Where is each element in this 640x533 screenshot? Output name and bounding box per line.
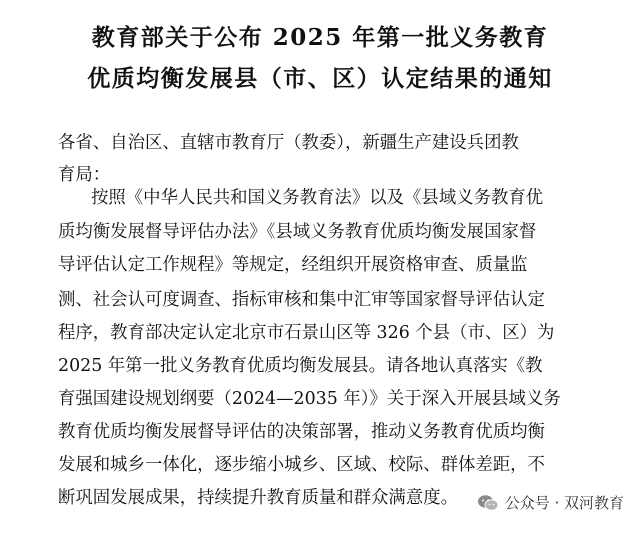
- body-line: 发展和城乡一体化，逐步缩小城乡、区域、校际、群体差距，不: [58, 455, 545, 475]
- body-line: 断巩固发展成果，持续提升教育质量和群众满意度。: [58, 488, 458, 508]
- body-line: 质均衡发展督导评估办法》《县域义务教育优质均衡发展国家督: [58, 222, 537, 242]
- body-line: 2025 年第一批义务教育优质均衡发展县。请各地认真落实《教: [58, 356, 543, 376]
- wechat-icon: [477, 494, 499, 512]
- body-line: 按照《中华人民共和国义务教育法》以及《县域义务教育优: [91, 188, 544, 208]
- body-line: 程序，教育部决定认定北京市石景山区等 326 个县（市、区）为: [58, 323, 555, 343]
- body-line: 育强国建设规划纲要（2024—2035 年）》关于深入开展县域义务: [58, 389, 561, 409]
- body-line: 教育优质均衡发展督导评估的决策部署，推动义务教育优质均衡: [58, 422, 545, 442]
- salutation-line: 各省、自治区、直辖市教育厅（教委），新疆生产建设兵团教: [58, 133, 519, 153]
- salutation-line: 育局：: [58, 165, 111, 185]
- body-line: 导评估认定工作规程》等规定，经组织开展资格审查、质量监: [58, 255, 528, 275]
- document-title-line-2: 优质均衡发展县（市、区）认定结果的通知: [87, 65, 553, 92]
- watermark-text: 公众号 · 双河教育: [504, 494, 624, 512]
- wechat-account-watermark: [473, 490, 628, 515]
- body-line: 测、社会认可度调查、指标审核和集中汇审等国家督导评估认定: [58, 290, 545, 310]
- document-title-line-1: 教育部关于公布 2025 年第一批义务教育: [91, 24, 549, 51]
